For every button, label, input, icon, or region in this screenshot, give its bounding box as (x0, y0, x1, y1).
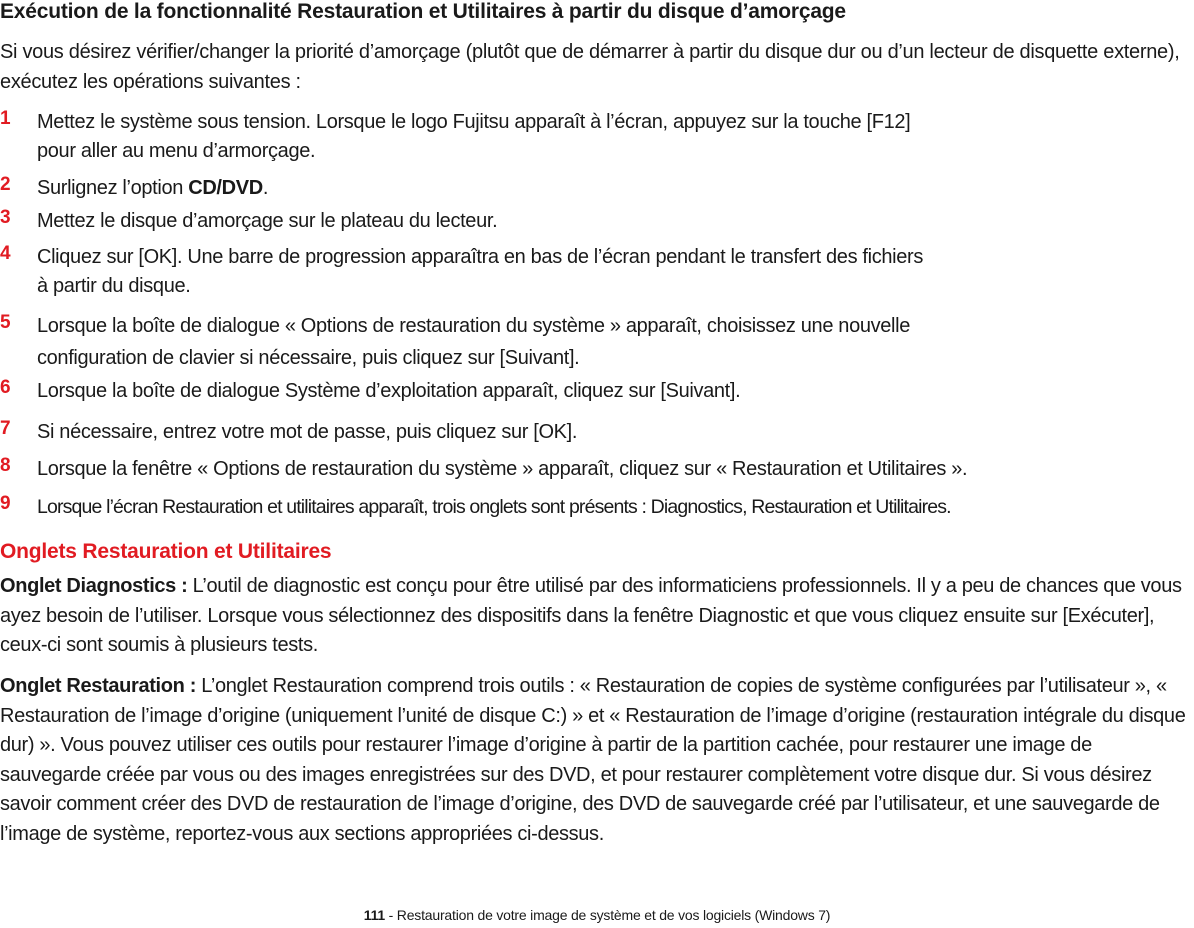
step-number: 6 (0, 377, 11, 398)
step-number: 8 (0, 455, 11, 476)
option-cd-dvd: CD/DVD (188, 177, 263, 199)
diagnostics-text: L’outil de diagnostic est conçu pour être utilisé par des informaticiens professionnels. Il y a peu de chances que vous ayez besoin de l’utiliser. Lorsque vous sélectionnez des dispositifs dans la fenêtre Diagnostic et que vous cliquez ensuite sur [Exécuter], ceux-ci sont soumis à plusieurs tests. (0, 575, 1182, 657)
page-number: 111 (363, 907, 385, 923)
intro-paragraph: Si vous désirez vérifier/changer la priorité d’amorçage (plutôt que de démarrer à partir du disque dur ou d’un lecteur de disquette externe), exécutez les opérations suivantes : (0, 41, 1180, 93)
step-number: 4 (0, 243, 11, 264)
step-number: 7 (0, 418, 11, 439)
step-number: 9 (0, 493, 11, 514)
footer-text: - Restauration de votre image de système et de vos logiciels (Windows 7) (384, 907, 831, 923)
section-heading: Onglets Restauration et Utilitaires (0, 540, 332, 563)
restauration-paragraph (0, 672, 1192, 850)
step-text-continued: configuration de clavier si nécessaire, puis cliquez sur [Suivant]. (37, 347, 580, 369)
step-text: Lorsque l’écran Restauration et utilitaires apparaît, trois onglets sont présents : Diagnostics, Restauration et Utilitaires. (37, 496, 951, 518)
diagnostics-paragraph (0, 572, 1192, 661)
diagnostics-label: Onglet Diagnostics : (0, 575, 188, 597)
step-text: Lorsque la fenêtre « Options de restauration du système » apparaît, cliquez sur « Restauration et Utilitaires ». (37, 458, 968, 480)
step-text: Surlignez l’option (37, 177, 189, 199)
step-text: Mettez le système sous tension. Lorsque le logo Fujitsu apparaît à l’écran, appuyez sur la touche [F12] (37, 111, 911, 133)
document-page: Exécution de la fonctionnalité Restauration et Utilitaires à partir du disque d’amorçage Si vous désirez vérifier/changer la priorité d’amorçage (plutôt que de démarrer à partir du disque dur ou d’un lecteur de disquette externe), exécutez les opérations suivantes : 1 Mettez le système sous tension. Lorsque le logo Fujitsu apparaît à l’écran, appuyez sur la touche [F12] pour aller au menu d’armorçage. 2 Surlignez l’option CD/DVD. 3 Mettez le disque d’amorçage sur le plateau du lecteur. 4 Cliquez sur [OK]. Une barre de progression apparaîtra en bas de l’écran pendant le transfert des fichiers à partir du disque. 5 Lorsque la boîte de dialogue « Options de restauration du système » apparaît, choisissez une nouvelle configuration de clavier si nécessaire, puis cliquez sur [Suivant]. 6 Lorsque la boîte de dialogue Système d’exploitation apparaît, cliquez sur [Suivant]. 7 Si nécessaire, entrez votre mot de passe, puis cliquez sur [OK]. 8 Lorsque la fenêtre « Options de restauration du système » apparaît, cliquez sur « Restauration et Utilitaires ». 9 Lorsque l’écran Restauration et utilitaires apparaît, trois onglets sont présents : Diagnostics, Restauration et Utilitaires. Onglets Restauration et Utilitaires Onglet Diagnostics : L’outil de diagnostic est conçu pour être utilisé par des informaticiens professionnels. Il y a peu de chances que vous ayez besoin de l’utiliser. Lorsque vous sélectionnez des dispositifs dans la fenêtre Diagnostic et que vous cliquez ensuite sur [Exécuter], ceux-ci sont soumis à plusieurs tests. Onglet Restauration : L’onglet Restauration comprend trois outils : « Restauration de copies de système configurées par l’utilisateur », « Restauration de l’image d’origine (uniquement l’unité de disque C:) » et « Restauration de l’image d’origine (restauration intégrale du disque dur) ». Vous pouvez utiliser ces outils pour restaurer l’image d’origine à partir de la partition cachée, pour restaurer une image de sauvegarde créée par vous ou des images enregistrées sur des DVD, et pour restaurer complètement votre disque dur. Si vous désirez savoir comment créer des DVD de restauration de l’image d’origine, des DVD de sauvegarde créé par l’utilisateur, et une sauvegarde de l’image de système, reportez-vous aux sections appropriées ci-dessus. 111 - Restauration de votre image de système et de vos logiciels (Windows 7) (0, 0, 1194, 928)
restauration-text: L’onglet Restauration comprend trois outils : « Restauration de copies de système configurées par l’utilisateur », « Restauration de l’image d’origine (uniquement l’unité de disque C:) » et « Restauration de l’image d’origine (restauration intégrale du disque dur) ». Vous pouvez utiliser ces outils pour restaurer l’image d’origine à partir de la partition cachée, pour restaurer une image de sauvegarde créée par vous ou des images enregistrées sur des DVD, et pour restaurer complètement votre disque dur. Si vous désirez savoir comment créer des DVD de restauration de l’image d’origine, des DVD de sauvegarde créé par l’utilisateur, et une sauvegarde de l’image de système, reportez-vous aux sections appropriées ci-dessus. (0, 675, 1186, 845)
restauration-label: Onglet Restauration : (0, 675, 196, 697)
page-title: Exécution de la fonctionnalité Restauration et Utilitaires à partir du disque d’amorçage (0, 0, 846, 23)
step-text: Mettez le disque d’amorçage sur le plateau du lecteur. (37, 210, 498, 232)
step-number: 1 (0, 108, 11, 129)
step-number: 5 (0, 312, 11, 333)
step-text-continued: à partir du disque. (37, 275, 191, 297)
step-text: Cliquez sur [OK]. Une barre de progression apparaîtra en bas de l’écran pendant le transfert des fichiers (37, 246, 923, 268)
step-text: Si nécessaire, entrez votre mot de passe, puis cliquez sur [OK]. (37, 421, 578, 443)
step-text: Lorsque la boîte de dialogue « Options de restauration du système » apparaît, choisissez une nouvelle (37, 315, 911, 337)
step-text: Lorsque la boîte de dialogue Système d’exploitation apparaît, cliquez sur [Suivant]. (37, 380, 741, 402)
step-text-continued: pour aller au menu d’armorçage. (37, 140, 316, 162)
page-footer (0, 907, 1194, 923)
step-number: 2 (0, 174, 11, 195)
step-number: 3 (0, 207, 11, 228)
